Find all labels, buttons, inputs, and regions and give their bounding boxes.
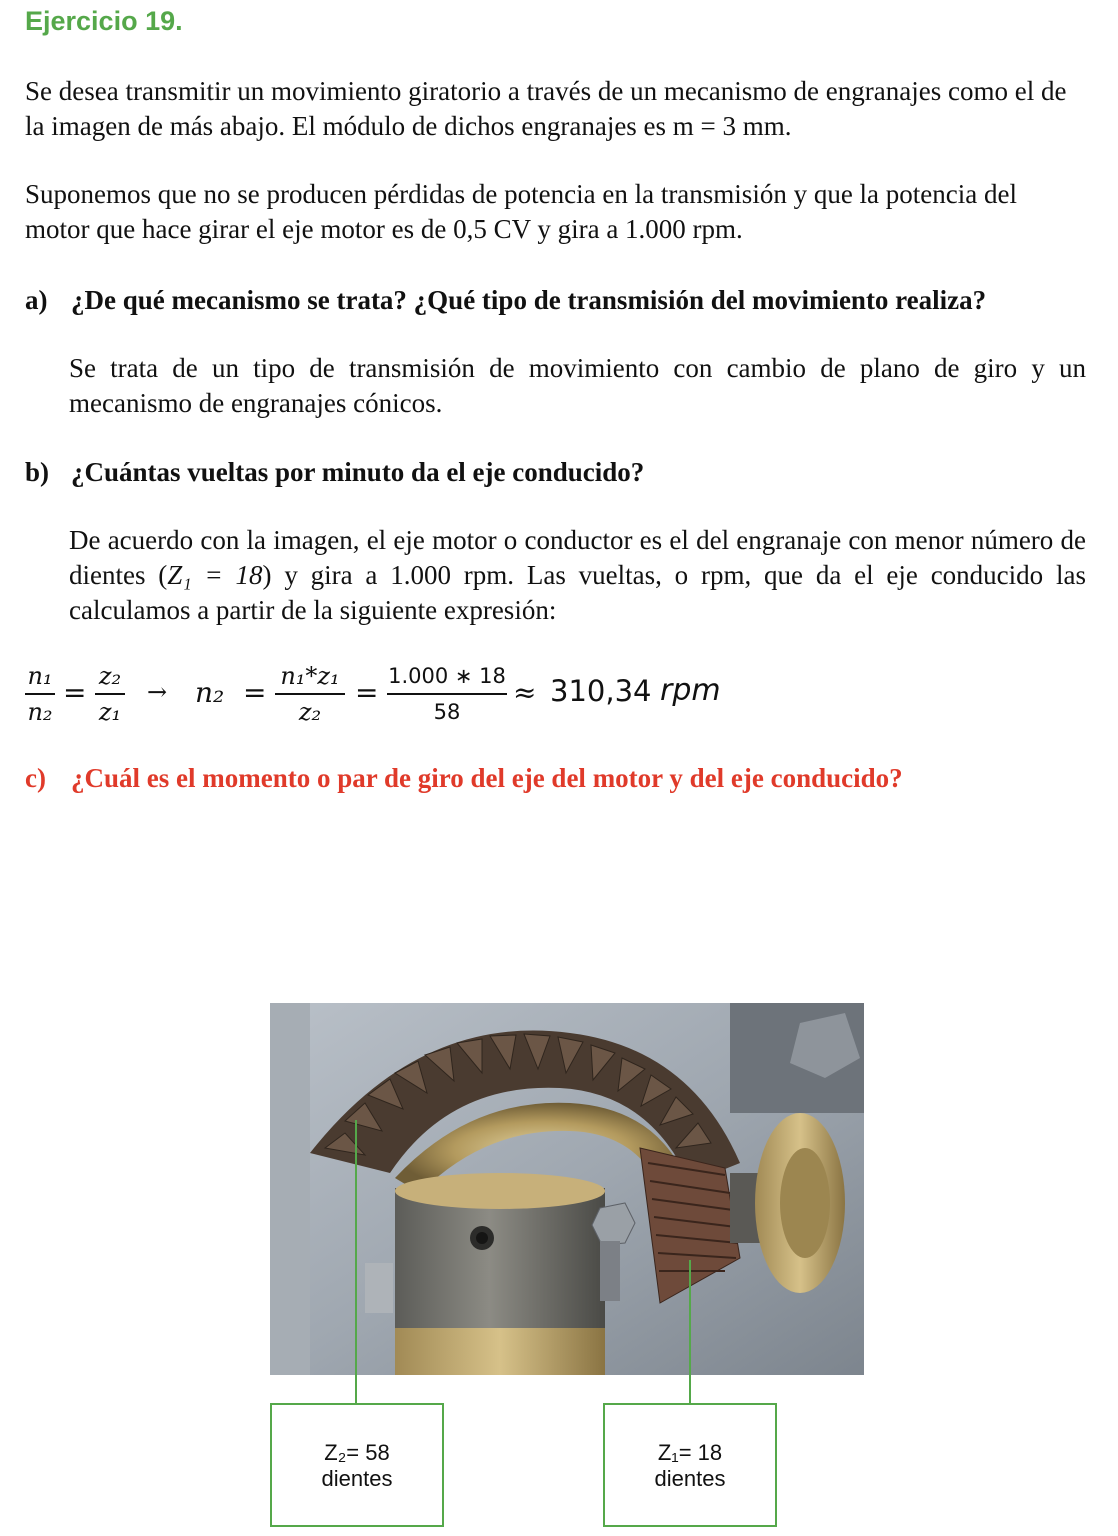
n2-variable: n₂ <box>195 676 225 709</box>
answer-b-text-1: De acuerdo con la imagen, el eje motor o conductor es el del engranaje con menor número de dientes ( <box>69 525 1086 590</box>
fraction-n1z1-z2 <box>275 662 345 726</box>
fraction-numerator: n₁*z₁ <box>280 662 340 690</box>
question-a-label: a) <box>25 285 48 315</box>
equals-sign: = <box>355 676 379 709</box>
question-c <box>25 761 1095 796</box>
question-b <box>25 455 1095 490</box>
question-b-label: b) <box>25 457 50 487</box>
question-c-label: c) <box>25 763 46 793</box>
question-a-text: ¿De qué mecanismo se trata? ¿Qué tipo de transmisión del movimiento realiza? <box>71 285 987 315</box>
z2-label-teeth: dientes <box>321 1466 393 1491</box>
fraction-denominator: z₂ <box>298 698 322 726</box>
answer-b-math: Z₁ = 18 <box>167 560 263 590</box>
equals-sign: = <box>243 676 267 709</box>
answer-b <box>69 523 1086 628</box>
fraction-numerator: 1.000 ∗ 18 <box>388 664 506 688</box>
result-value: 310,34 <box>550 674 652 708</box>
fraction-denominator: 58 <box>433 700 461 724</box>
fraction-values <box>387 662 507 726</box>
equals-sign: = <box>63 676 87 709</box>
fraction-numerator: z₂ <box>98 662 122 690</box>
answer-a: Se trata de un tipo de transmisión de movimiento con cambio de plano de giro y un mecanismo de engranajes cónicos. <box>69 353 1086 418</box>
question-c-text: ¿Cuál es el momento o par de giro del eje del motor y del eje conducido? <box>71 763 903 793</box>
intro-paragraph-2: Suponemos que no se producen pérdidas de potencia en la transmisión y que la potencia del motor que hace girar el eje motor es de 0,5 CV y gira a 1.000 rpm. <box>25 179 1017 244</box>
fraction-n1-n2 <box>25 662 55 726</box>
intro-paragraph-1: Se desea transmitir un movimiento giratorio a través de un mecanismo de engranajes como el de la imagen de más abajo. El módulo de dichos engranajes es m = 3 mm. <box>25 76 1067 141</box>
fraction-z2-z1 <box>95 662 125 726</box>
z1-label-box <box>603 1403 777 1527</box>
exercise-title: Ejercicio 19. <box>25 6 183 36</box>
fraction-numerator: n₁ <box>27 662 53 690</box>
answer-b-text-2: ) y gira a 1.000 rpm. Las vueltas, o rpm, que da el eje conducido las calculamos a partir de la siguiente expresión: <box>69 560 1086 625</box>
question-b-text: ¿Cuántas vueltas por minuto da el eje conducido? <box>71 457 645 487</box>
gear-ratio-formula <box>25 658 785 738</box>
fraction-denominator: n₂ <box>27 698 53 726</box>
bevel-gears-photo <box>270 1003 864 1375</box>
question-a <box>25 283 1095 318</box>
z1-label-teeth: dientes <box>654 1466 726 1491</box>
result-unit: rpm <box>660 673 721 708</box>
z2-label-value: Z₂= 58 <box>324 1440 390 1465</box>
z2-leader-line <box>355 1120 357 1405</box>
arrow-symbol: → <box>147 678 168 706</box>
z2-label-box <box>270 1403 444 1527</box>
z1-label-value: Z₁= 18 <box>657 1440 723 1465</box>
z1-leader-line <box>689 1260 691 1405</box>
approx-symbol: ≈ <box>513 676 537 709</box>
fraction-denominator: z₁ <box>98 698 122 726</box>
